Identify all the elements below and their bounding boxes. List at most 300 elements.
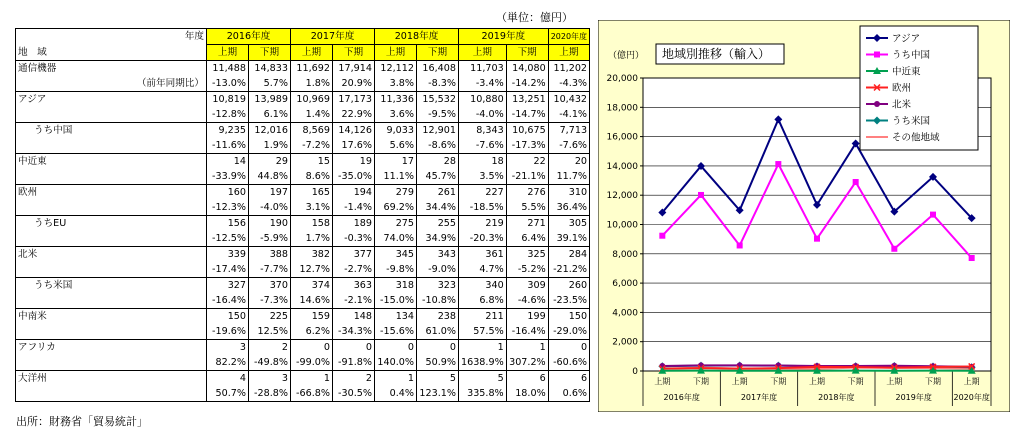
pct-cell: 140.0% [375, 355, 417, 371]
pct-cell: -4.0% [459, 107, 507, 123]
value-cell: 29 [249, 154, 291, 170]
pct-cell: 6.8% [459, 293, 507, 309]
table-row-pct [16, 200, 590, 216]
header-year: 2018年度 [375, 29, 459, 45]
value-cell: 8,569 [291, 123, 333, 139]
series-point [969, 255, 975, 261]
value-cell: 275 [375, 216, 417, 232]
pct-cell: -91.8% [333, 355, 375, 371]
pct-cell: -21.1% [506, 169, 548, 185]
header-year: 2017年度 [291, 29, 375, 45]
value-cell: 12,901 [417, 123, 459, 139]
value-cell: 0 [417, 340, 459, 356]
pct-cell: -7.2% [291, 138, 333, 154]
x-tick-label: 下期 [770, 377, 787, 386]
value-cell: 194 [333, 185, 375, 201]
y-axis-label: （億円） [608, 51, 645, 61]
y-tick-label: 2,000 [612, 337, 638, 348]
pct-cell: 3.8% [375, 76, 417, 92]
value-cell: 199 [506, 309, 548, 325]
row-label-yoy: （前年同期比） [16, 76, 207, 92]
value-cell: 17,914 [333, 61, 375, 77]
pct-cell: -19.6% [207, 324, 249, 340]
pct-cell: -7.6% [548, 138, 589, 154]
series-point [853, 179, 859, 185]
value-cell: 309 [506, 278, 548, 294]
table-row-pct [16, 169, 590, 185]
row-label-yoy [16, 231, 207, 247]
x-tick-label: 下期 [925, 377, 941, 386]
pct-cell: -5.2% [506, 262, 548, 278]
x-tick-label: 下期 [693, 377, 709, 386]
pct-cell: -49.8% [249, 355, 291, 371]
pct-cell: 5.7% [249, 76, 291, 92]
pct-cell: 14.6% [291, 293, 333, 309]
value-cell: 227 [459, 185, 507, 201]
pct-cell: -12.5% [207, 231, 249, 247]
legend-label: その他地域 [892, 132, 940, 144]
pct-cell: -13.0% [207, 76, 249, 92]
data-table [15, 28, 590, 402]
table-row [16, 123, 590, 139]
value-cell: 3 [207, 340, 249, 356]
unit-label: （単位：億円） [496, 11, 573, 24]
pct-cell: -7.3% [249, 293, 291, 309]
row-label-yoy [16, 107, 207, 123]
value-cell: 327 [207, 278, 249, 294]
header-row-halves [16, 45, 590, 61]
chart-title: 地域別推移（輸入） [662, 47, 771, 61]
value-cell: 158 [291, 216, 333, 232]
table-row-pct [16, 138, 590, 154]
value-cell: 22 [506, 154, 548, 170]
row-label-yoy [16, 262, 207, 278]
header-region-label: 地 域 [16, 45, 207, 61]
value-cell: 211 [459, 309, 507, 325]
pct-cell: -17.3% [506, 138, 548, 154]
header-half: 下期 [506, 45, 548, 61]
header-half: 下期 [333, 45, 375, 61]
pct-cell: 6.4% [506, 231, 548, 247]
value-cell: 20 [548, 154, 589, 170]
row-label: 欧州 [16, 185, 207, 201]
value-cell: 150 [207, 309, 249, 325]
pct-cell: 11.7% [548, 169, 589, 185]
pct-cell: 1.7% [291, 231, 333, 247]
header-half: 下期 [249, 45, 291, 61]
pct-cell: -30.5% [333, 386, 375, 402]
chart-legend [860, 26, 978, 150]
pct-cell: -4.3% [548, 76, 589, 92]
table-row [16, 371, 590, 387]
row-label: アジア [16, 92, 207, 108]
value-cell: 225 [249, 309, 291, 325]
value-cell: 238 [417, 309, 459, 325]
header-half: 上期 [548, 45, 589, 61]
y-tick-label: 18,000 [606, 103, 638, 114]
y-tick-label: 14,000 [606, 161, 638, 172]
value-cell: 148 [333, 309, 375, 325]
row-label: 大洋州 [16, 371, 207, 387]
value-cell: 10,880 [459, 92, 507, 108]
source-label: 出所：財務省「貿易統計」 [16, 415, 148, 428]
value-cell: 305 [548, 216, 589, 232]
value-cell: 382 [291, 247, 333, 263]
value-cell: 3 [249, 371, 291, 387]
y-tick-label: 4,000 [612, 308, 638, 319]
pct-cell: -3.4% [459, 76, 507, 92]
legend-label: 北米 [892, 99, 912, 111]
legend-label: うち米国 [892, 116, 931, 127]
table-row [16, 340, 590, 356]
value-cell: 18 [459, 154, 507, 170]
table-row-pct [16, 231, 590, 247]
header-half: 上期 [291, 45, 333, 61]
table-row [16, 309, 590, 325]
pct-cell: -66.8% [291, 386, 333, 402]
y-tick-label: 8,000 [612, 249, 638, 260]
series-point [814, 236, 820, 242]
pct-cell: -9.5% [417, 107, 459, 123]
pct-cell: 22.9% [333, 107, 375, 123]
value-cell: 1 [506, 340, 548, 356]
pct-cell: -99.0% [291, 355, 333, 371]
series-point [698, 192, 704, 198]
row-label-yoy [16, 293, 207, 309]
row-label-yoy [16, 169, 207, 185]
pct-cell: -12.3% [207, 200, 249, 216]
pct-cell: 335.8% [459, 386, 507, 402]
value-cell: 310 [548, 185, 589, 201]
x-tick-label: 上期 [963, 377, 980, 386]
pct-cell: -7.7% [249, 262, 291, 278]
value-cell: 361 [459, 247, 507, 263]
pct-cell: -20.3% [459, 231, 507, 247]
value-cell: 8,343 [459, 123, 507, 139]
x-tick-label: 上期 [809, 377, 825, 386]
x-year-label: 2020年度 [953, 393, 990, 402]
pct-cell: 69.2% [375, 200, 417, 216]
pct-cell: -2.7% [333, 262, 375, 278]
table-row-pct [16, 107, 590, 123]
pct-cell: 44.8% [249, 169, 291, 185]
legend-label: うち中国 [892, 50, 931, 61]
pct-cell: 8.6% [291, 169, 333, 185]
value-cell: 15 [291, 154, 333, 170]
value-cell: 276 [506, 185, 548, 201]
value-cell: 340 [459, 278, 507, 294]
x-year-label: 2016年度 [663, 393, 700, 402]
pct-cell: -18.5% [459, 200, 507, 216]
pct-cell: -7.6% [459, 138, 507, 154]
value-cell: 160 [207, 185, 249, 201]
pct-cell: -9.0% [417, 262, 459, 278]
value-cell: 14,126 [333, 123, 375, 139]
value-cell: 197 [249, 185, 291, 201]
pct-cell: -4.1% [548, 107, 589, 123]
table-row [16, 61, 590, 77]
pct-cell: -5.9% [249, 231, 291, 247]
pct-cell: 12.5% [249, 324, 291, 340]
value-cell: 219 [459, 216, 507, 232]
pct-cell: 18.0% [506, 386, 548, 402]
pct-cell: 3.5% [459, 169, 507, 185]
row-label: 中近東 [16, 154, 207, 170]
pct-cell: -11.6% [207, 138, 249, 154]
pct-cell: 1.8% [291, 76, 333, 92]
value-cell: 17 [375, 154, 417, 170]
value-cell: 14,833 [249, 61, 291, 77]
pct-cell: 34.4% [417, 200, 459, 216]
value-cell: 13,989 [249, 92, 291, 108]
pct-cell: -35.0% [333, 169, 375, 185]
value-cell: 318 [375, 278, 417, 294]
value-cell: 165 [291, 185, 333, 201]
table-row [16, 278, 590, 294]
value-cell: 0 [548, 340, 589, 356]
value-cell: 325 [506, 247, 548, 263]
pct-cell: 0.4% [375, 386, 417, 402]
value-cell: 11,692 [291, 61, 333, 77]
value-cell: 134 [375, 309, 417, 325]
row-label: アフリカ [16, 340, 207, 356]
x-year-label: 2018年度 [818, 393, 855, 402]
row-label-yoy [16, 355, 207, 371]
pct-cell: 6.1% [249, 107, 291, 123]
series-point [659, 233, 665, 239]
table-row-pct [16, 324, 590, 340]
x-tick-label: 上期 [886, 377, 903, 386]
table-row-pct [16, 293, 590, 309]
value-cell: 9,033 [375, 123, 417, 139]
value-cell: 5 [459, 371, 507, 387]
value-cell: 377 [333, 247, 375, 263]
pct-cell: 20.9% [333, 76, 375, 92]
row-label-yoy [16, 386, 207, 402]
pct-cell: -15.0% [375, 293, 417, 309]
table-row [16, 185, 590, 201]
value-cell: 159 [291, 309, 333, 325]
pct-cell: -16.4% [207, 293, 249, 309]
pct-cell: 1.4% [291, 107, 333, 123]
pct-cell: 50.9% [417, 355, 459, 371]
series-point [930, 212, 936, 218]
pct-cell: 82.2% [207, 355, 249, 371]
header-half: 上期 [459, 45, 507, 61]
pct-cell: -34.3% [333, 324, 375, 340]
value-cell: 10,675 [506, 123, 548, 139]
table-row [16, 92, 590, 108]
pct-cell: -28.8% [249, 386, 291, 402]
pct-cell: 4.7% [459, 262, 507, 278]
pct-cell: -23.5% [548, 293, 589, 309]
header-half: 下期 [417, 45, 459, 61]
row-label: 中南米 [16, 309, 207, 325]
table-row-pct [16, 355, 590, 371]
value-cell: 4 [207, 371, 249, 387]
pct-cell: 39.1% [548, 231, 589, 247]
pct-cell: -4.0% [249, 200, 291, 216]
pct-cell: -17.4% [207, 262, 249, 278]
value-cell: 150 [548, 309, 589, 325]
x-tick-label: 上期 [731, 377, 748, 386]
value-cell: 14,080 [506, 61, 548, 77]
pct-cell: 34.9% [417, 231, 459, 247]
value-cell: 5 [417, 371, 459, 387]
value-cell: 1 [459, 340, 507, 356]
series-point [891, 246, 897, 252]
legend-label: 中近東 [892, 66, 921, 78]
value-cell: 13,251 [506, 92, 548, 108]
value-cell: 0 [333, 340, 375, 356]
value-cell: 12,112 [375, 61, 417, 77]
value-cell: 16,408 [417, 61, 459, 77]
pct-cell: 3.1% [291, 200, 333, 216]
pct-cell: 1638.9% [459, 355, 507, 371]
table-row [16, 154, 590, 170]
value-cell: 9,235 [207, 123, 249, 139]
pct-cell: -4.6% [506, 293, 548, 309]
value-cell: 10,432 [548, 92, 589, 108]
pct-cell: 36.4% [548, 200, 589, 216]
header-year: 2020年度 [548, 29, 589, 45]
value-cell: 1 [291, 371, 333, 387]
value-cell: 17,173 [333, 92, 375, 108]
series-point [874, 52, 880, 58]
header-year-label: 年度 [16, 29, 207, 45]
value-cell: 2 [333, 371, 375, 387]
pct-cell: 3.6% [375, 107, 417, 123]
value-cell: 323 [417, 278, 459, 294]
pct-cell: 61.0% [417, 324, 459, 340]
pct-cell: -8.3% [417, 76, 459, 92]
value-cell: 261 [417, 185, 459, 201]
value-cell: 156 [207, 216, 249, 232]
table-row-pct [16, 262, 590, 278]
value-cell: 7,713 [548, 123, 589, 139]
pct-cell: 0.6% [548, 386, 589, 402]
pct-cell: -12.8% [207, 107, 249, 123]
value-cell: 374 [291, 278, 333, 294]
pct-cell: 5.5% [506, 200, 548, 216]
value-cell: 14 [207, 154, 249, 170]
pct-cell: -2.1% [333, 293, 375, 309]
pct-cell: 74.0% [375, 231, 417, 247]
value-cell: 189 [333, 216, 375, 232]
y-tick-label: 12,000 [606, 191, 638, 202]
y-tick-label: 0 [632, 367, 638, 377]
value-cell: 0 [291, 340, 333, 356]
pct-cell: -9.8% [375, 262, 417, 278]
y-tick-label: 6,000 [612, 279, 638, 290]
value-cell: 1 [375, 371, 417, 387]
pct-cell: 307.2% [506, 355, 548, 371]
value-cell: 10,969 [291, 92, 333, 108]
y-tick-label: 16,000 [606, 132, 638, 143]
row-label: 北米 [16, 247, 207, 263]
value-cell: 271 [506, 216, 548, 232]
pct-cell: -10.8% [417, 293, 459, 309]
table-row-pct [16, 76, 590, 92]
pct-cell: 17.6% [333, 138, 375, 154]
pct-cell: 45.7% [417, 169, 459, 185]
header-half: 上期 [375, 45, 417, 61]
header-half: 上期 [207, 45, 249, 61]
pct-cell: 1.9% [249, 138, 291, 154]
pct-cell: 11.1% [375, 169, 417, 185]
table-row [16, 216, 590, 232]
row-label: うち米国 [16, 278, 207, 294]
value-cell: 11,202 [548, 61, 589, 77]
pct-cell: -21.2% [548, 262, 589, 278]
value-cell: 363 [333, 278, 375, 294]
table-row [16, 247, 590, 263]
series-point [737, 242, 743, 248]
series-point [775, 161, 781, 167]
series-point [874, 101, 880, 107]
value-cell: 11,336 [375, 92, 417, 108]
header-year: 2019年度 [459, 29, 549, 45]
pct-cell: -0.3% [333, 231, 375, 247]
header-year: 2016年度 [207, 29, 291, 45]
value-cell: 10,819 [207, 92, 249, 108]
y-tick-label: 10,000 [606, 220, 638, 231]
pct-cell: 5.6% [375, 138, 417, 154]
value-cell: 28 [417, 154, 459, 170]
value-cell: 339 [207, 247, 249, 263]
x-tick-label: 上期 [654, 377, 671, 386]
pct-cell: -8.6% [417, 138, 459, 154]
x-year-label: 2019年度 [895, 393, 932, 402]
table-row-pct [16, 386, 590, 402]
pct-cell: -14.7% [506, 107, 548, 123]
legend-label: アジア [892, 33, 921, 45]
row-label-yoy [16, 138, 207, 154]
pct-cell: -60.6% [548, 355, 589, 371]
row-label: うちEU [16, 216, 207, 232]
pct-cell: -29.0% [548, 324, 589, 340]
pct-cell: 123.1% [417, 386, 459, 402]
value-cell: 343 [417, 247, 459, 263]
value-cell: 11,488 [207, 61, 249, 77]
value-cell: 279 [375, 185, 417, 201]
pct-cell: 12.7% [291, 262, 333, 278]
value-cell: 6 [506, 371, 548, 387]
pct-cell: -15.6% [375, 324, 417, 340]
row-label-yoy [16, 324, 207, 340]
x-tick-label: 下期 [847, 377, 864, 386]
value-cell: 0 [375, 340, 417, 356]
value-cell: 2 [249, 340, 291, 356]
value-cell: 190 [249, 216, 291, 232]
legend-label: 欧州 [892, 83, 912, 94]
value-cell: 19 [333, 154, 375, 170]
value-cell: 12,016 [249, 123, 291, 139]
y-tick-label: 20,000 [606, 74, 638, 84]
value-cell: 255 [417, 216, 459, 232]
value-cell: 284 [548, 247, 589, 263]
pct-cell: 50.7% [207, 386, 249, 402]
row-label: うち中国 [16, 123, 207, 139]
value-cell: 370 [249, 278, 291, 294]
value-cell: 6 [548, 371, 589, 387]
header-row-years [16, 29, 590, 45]
pct-cell: 57.5% [459, 324, 507, 340]
pct-cell: 6.2% [291, 324, 333, 340]
value-cell: 345 [375, 247, 417, 263]
import-trend-chart [598, 20, 1010, 412]
pct-cell: -14.2% [506, 76, 548, 92]
